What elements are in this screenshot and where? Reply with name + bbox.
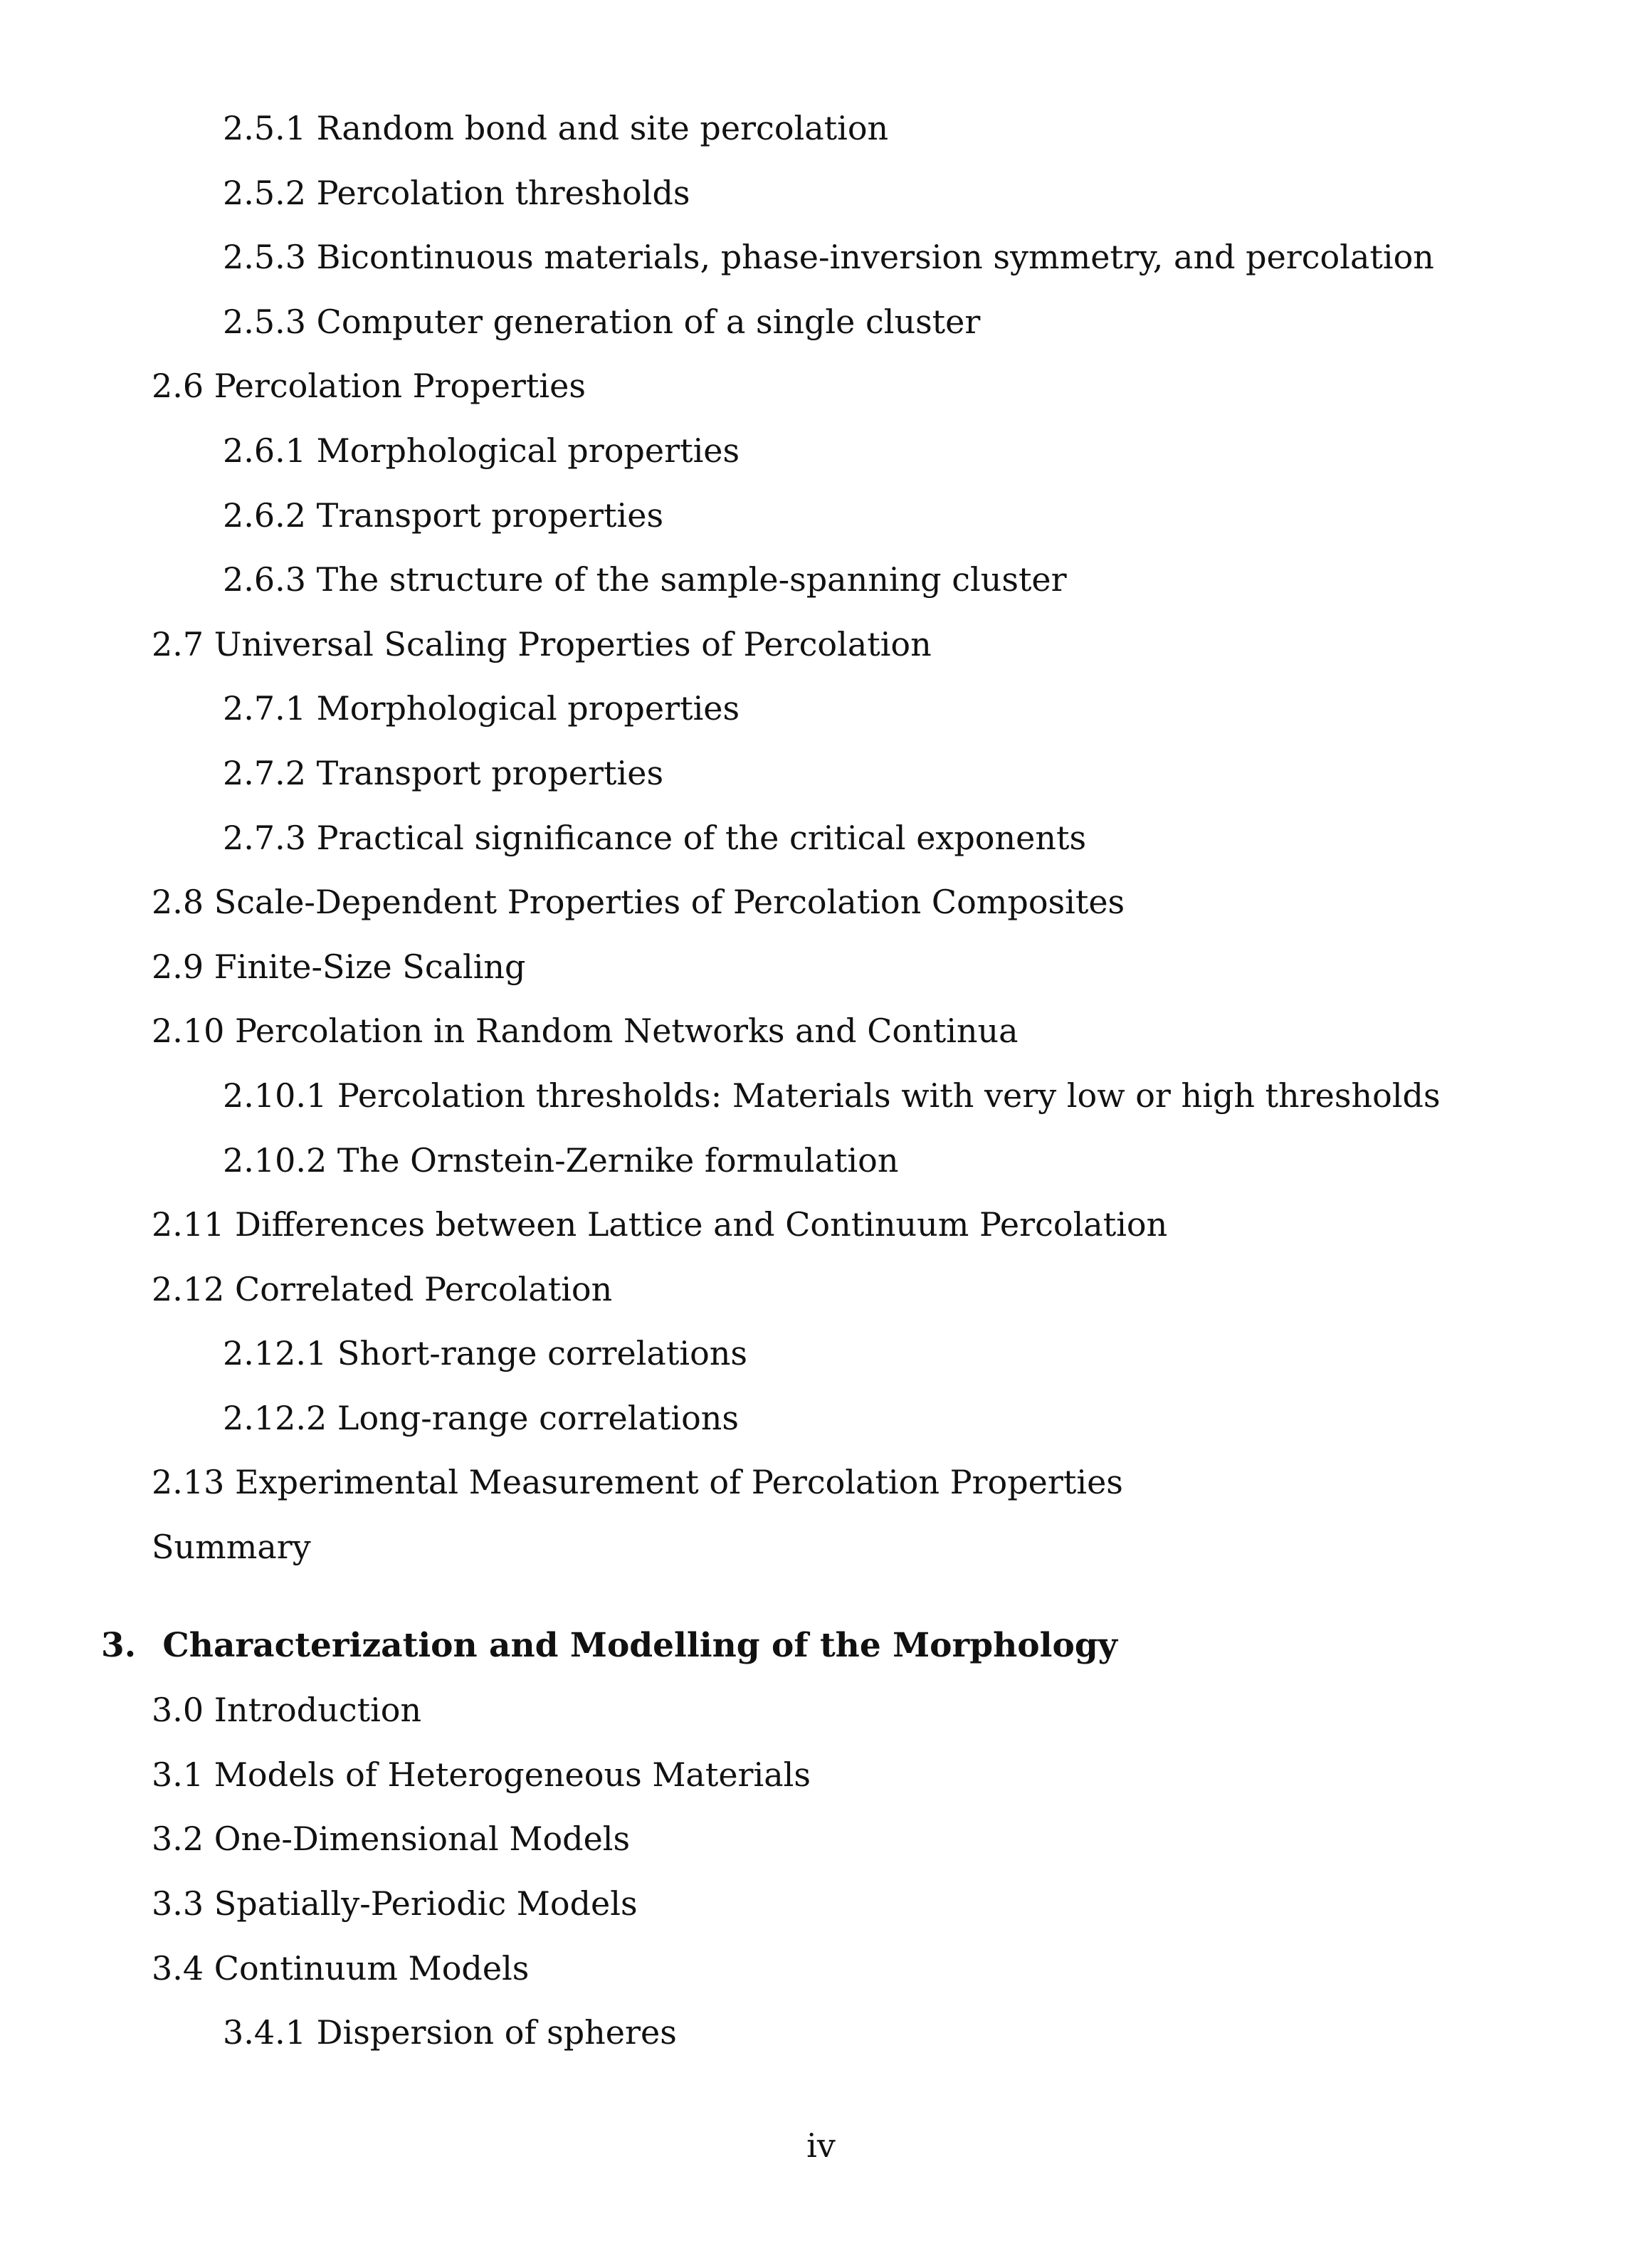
chapter-title: Characterization and Modelling of the Morphology xyxy=(162,1625,1117,1665)
toc-section-entry[interactable]: 2.8 Scale-Dependent Properties of Percolation Composites xyxy=(152,883,1125,922)
toc-section-entry[interactable]: 2.7 Universal Scaling Properties of Percolation xyxy=(152,624,932,663)
toc-subsection-entry[interactable]: 3.4.1 Dispersion of spheres xyxy=(223,2013,677,2052)
toc-section-entry[interactable]: 2.11 Differences between Lattice and Continuum Percolation xyxy=(152,1205,1168,1244)
toc-section-chapter-3 xyxy=(0,1678,1642,2065)
toc-subsection-entry[interactable]: 2.5.3 Computer generation of a single cluster xyxy=(223,302,981,341)
toc-subsection-entry[interactable]: 2.5.3 Bicontinuous materials, phase-inversion symmetry, and percolation xyxy=(223,238,1434,277)
toc-subsection-entry[interactable]: 2.7.1 Morphological properties xyxy=(223,689,740,728)
toc-subsection-entry[interactable]: 2.5.2 Percolation thresholds xyxy=(223,173,690,212)
toc-section-entry[interactable]: 2.6 Percolation Properties xyxy=(152,367,586,406)
toc-subsection-entry[interactable]: 2.12.1 Short-range correlations xyxy=(223,1334,748,1373)
toc-section-entry[interactable]: 2.9 Finite-Size Scaling xyxy=(152,947,526,986)
chapter-spacer xyxy=(0,1580,1642,1614)
toc-section-entry[interactable]: 3.3 Spatially-Periodic Models xyxy=(152,1884,638,1923)
toc-section-entry[interactable]: 2.12 Correlated Percolation xyxy=(152,1269,613,1308)
toc-section-entry[interactable]: 3.4 Continuum Models xyxy=(152,1948,530,1988)
toc-subsection-entry[interactable]: 2.7.3 Practical significance of the critical exponents xyxy=(223,818,1087,857)
toc-section-entry[interactable]: 3.2 One-Dimensional Models xyxy=(152,1820,631,1859)
toc-section-entry[interactable]: 3.1 Models of Heterogeneous Materials xyxy=(152,1755,811,1794)
toc-section-entry[interactable]: 2.10 Percolation in Random Networks and Continua xyxy=(152,1012,1019,1051)
toc-subsection-entry[interactable]: 2.6.1 Morphological properties xyxy=(223,431,740,470)
toc-section-entry[interactable]: Summary xyxy=(152,1528,311,1567)
table-of-contents xyxy=(0,96,1642,2065)
toc-subsection-entry[interactable]: 2.6.3 The structure of the sample-spanning cluster xyxy=(223,560,1067,599)
chapter-number: 3. xyxy=(101,1625,137,1665)
toc-subsection-entry[interactable]: 2.7.2 Transport properties xyxy=(223,753,664,792)
toc-subsection-entry[interactable]: 2.10.2 The Ornstein-Zernike formulation xyxy=(223,1140,899,1180)
toc-section-entry[interactable]: 3.0 Introduction xyxy=(152,1691,422,1730)
toc-subsection-entry[interactable]: 2.10.1 Percolation thresholds: Materials with very low or high thresholds xyxy=(223,1076,1441,1115)
toc-section-entry[interactable]: 2.13 Experimental Measurement of Percolation Properties xyxy=(152,1463,1123,1502)
toc-section-chapter-2 xyxy=(0,96,1642,1580)
toc-subsection-entry[interactable]: 2.12.2 Long-range correlations xyxy=(223,1398,740,1437)
page-number: iv xyxy=(806,2126,836,2165)
toc-chapter-heading[interactable] xyxy=(0,1614,1642,1679)
toc-subsection-entry[interactable]: 2.6.2 Transport properties xyxy=(223,495,664,535)
toc-subsection-entry[interactable]: 2.5.1 Random bond and site percolation xyxy=(223,109,889,147)
